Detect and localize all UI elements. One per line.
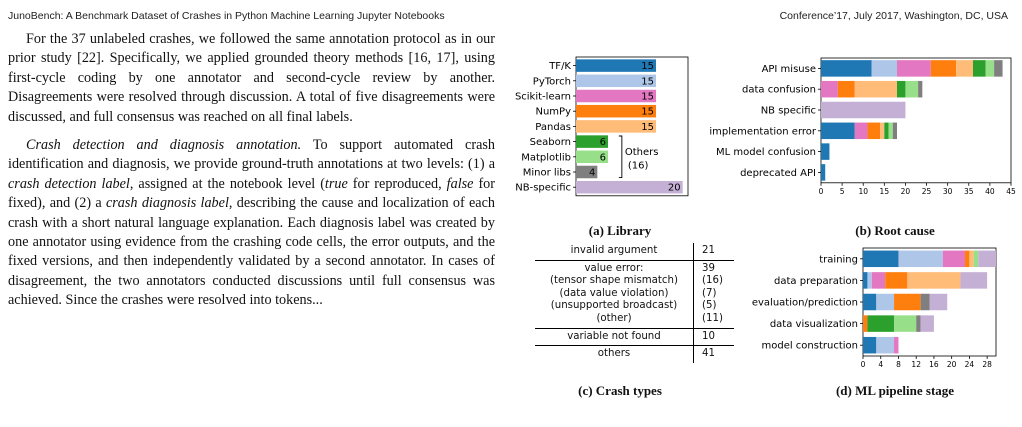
data-label-tf-k: 15	[641, 61, 654, 73]
caption-root-cause: (b) Root cause	[855, 223, 935, 238]
crash-count-value: (7)	[702, 287, 717, 299]
x-tick-label-25: 25	[921, 186, 932, 196]
category-label-seaborn: Seaborn	[529, 137, 571, 149]
data-label-numpy: 15	[641, 106, 654, 118]
x-tick-label-45: 45	[1006, 186, 1016, 196]
x-tick-label-12: 12	[911, 360, 921, 369]
bar-segment-data-confusion-6	[905, 81, 918, 98]
caption-pipeline-stage: (d) ML pipeline stage	[835, 383, 955, 398]
paragraph-crash-detection	[8, 136, 495, 311]
bar-segment-data-confusion-4	[855, 81, 897, 98]
category-label-deprecated-api: deprecated API	[740, 167, 816, 179]
bar-segment-training-6	[974, 251, 978, 267]
crash-count-value: 21	[702, 245, 715, 256]
bar-nb-specific	[576, 181, 683, 194]
bar-segment-implementation-error-5	[884, 123, 888, 140]
bar-segment-implementation-error-3	[867, 123, 880, 140]
library-chart	[510, 54, 700, 224]
x-tick-label-0: 0	[860, 360, 866, 369]
text-run: , assigned at the notebook level (	[129, 175, 325, 192]
x-tick-label-20: 20	[946, 360, 957, 369]
crash-type-cell	[535, 260, 694, 328]
bar-segment-model-construction-0	[863, 337, 876, 354]
bar-segment-data-visualization-5	[867, 315, 894, 332]
bar-segment-api-misuse-1	[872, 60, 897, 77]
text-run: for fixed), and (2) a	[8, 175, 496, 212]
crash-type-cell	[535, 328, 694, 346]
x-tick-label-40: 40	[985, 186, 995, 196]
x-tick-label-35: 35	[964, 186, 974, 196]
x-tick-label-16: 16	[929, 360, 939, 369]
crash-subtype-label: (other)	[596, 312, 632, 324]
crash-type-label: variable not found	[567, 330, 661, 342]
caption-crash-types: (c) Crash types	[578, 383, 662, 398]
running-header-venue: Conference’17, July 2017, Washington, DC, USA	[779, 10, 1008, 22]
category-label-model-construction: model construction	[761, 340, 858, 352]
bar-segment-ml-model-confusion-0	[821, 143, 829, 160]
figure-root-cause	[710, 54, 1015, 214]
crash-type-label: value error:	[584, 262, 644, 274]
category-label-data-visualization: data visualization	[769, 319, 858, 331]
crash-count-value: 41	[702, 348, 715, 360]
bar-segment-api-misuse-6	[986, 60, 994, 77]
data-label-minor-libs: 4	[588, 167, 596, 179]
crash-count-value: (16)	[702, 275, 723, 287]
bar-segment-api-misuse-3	[931, 60, 956, 77]
term-false: false	[446, 175, 474, 192]
bar-segment-evaluation-prediction-0	[863, 294, 876, 311]
x-tick-label-4: 4	[878, 360, 884, 369]
bar-segment-api-misuse-7	[994, 60, 1002, 77]
caption-library: (a) Library	[588, 223, 652, 238]
x-tick-label-24: 24	[964, 360, 975, 369]
bar-segment-data-confusion-3	[838, 81, 855, 98]
bar-segment-api-misuse-0	[821, 60, 872, 77]
x-tick-label-8: 8	[896, 360, 901, 369]
bar-segment-data-preparation-0	[863, 272, 867, 289]
others-count-annotation: (16)	[627, 160, 649, 172]
bar-segment-implementation-error-6	[889, 123, 893, 140]
term-crash-diagnosis-label: crash diagnosis label	[105, 195, 229, 212]
crash-types-table	[535, 243, 734, 363]
bar-segment-training-9	[978, 251, 996, 267]
bar-segment-training-0	[863, 251, 898, 267]
bar-segment-implementation-error-4	[880, 123, 884, 140]
others-annotation: Others	[624, 147, 659, 159]
figure-crash-types	[535, 243, 734, 363]
x-tick-label-20: 20	[900, 186, 911, 196]
root-cause-chart	[710, 54, 1015, 214]
x-tick-label-0: 0	[818, 186, 824, 196]
bar-segment-evaluation-prediction-9	[930, 294, 948, 311]
crash-subtype-label: (data value violation)	[559, 287, 669, 299]
category-label-scikit-learn: Scikit-learn	[514, 91, 571, 103]
paragraph-heading: Crash detection and diagnosis annotation.	[26, 137, 302, 154]
bar-segment-training-2	[943, 251, 965, 267]
category-label-nb-specific: NB-specific	[515, 182, 571, 194]
bar-segment-model-construction-2	[894, 337, 898, 354]
x-tick-label-15: 15	[879, 186, 890, 196]
bar-segment-evaluation-prediction-7	[921, 294, 930, 311]
crash-count-value: (11)	[702, 312, 723, 324]
text-run: , describing the cause and localization of each crash with a short natural language explanation. Each diagnosis label was created by one annotator using evidence from the crashing code cells, the error outputs, and the fixed versions, and then independently validated by a second annotator. In cases of disagreement, the two annotators conducted discussions until full consensus was achieved. Since the crashes were resolved into tokens...	[8, 195, 495, 309]
body-text-column	[8, 30, 495, 311]
figure-pipeline-stage	[710, 243, 1015, 378]
crash-count-value: 39	[702, 262, 715, 274]
bar-segment-data-preparation-1	[867, 272, 871, 289]
bar-segment-training-1	[898, 251, 942, 267]
x-tick-label-28: 28	[982, 360, 992, 369]
running-header-title: JunoBench: A Benchmark Dataset of Crashes in Python Machine Learning Jupyter Notebooks	[8, 10, 445, 22]
crash-count-value: (5)	[702, 300, 717, 312]
x-tick-label-30: 30	[942, 186, 953, 196]
category-label-pandas: Pandas	[535, 121, 571, 133]
table-row	[535, 346, 734, 363]
data-label-pytorch: 15	[641, 76, 654, 88]
category-label-data-confusion: data confusion	[742, 84, 816, 96]
bar-segment-nb-specific-8	[821, 102, 905, 119]
crash-count-value: 10	[702, 330, 715, 342]
bar-segment-data-confusion-5	[897, 81, 905, 98]
bar-segment-data-visualization-6	[894, 315, 916, 332]
bar-segment-data-visualization-9	[921, 315, 934, 332]
category-label-tf-k: TF/K	[549, 61, 571, 73]
figure-library	[510, 54, 700, 224]
pipeline-stage-chart	[710, 243, 1015, 378]
bar-segment-model-construction-1	[876, 337, 894, 354]
bar-segment-data-preparation-4	[907, 272, 960, 289]
crash-type-label: invalid argument	[570, 245, 658, 256]
category-label-training: training	[819, 254, 858, 266]
term-true: true	[324, 175, 348, 192]
bar-segment-evaluation-prediction-3	[894, 294, 921, 311]
crash-subtype-label: (unsupported broadcast)	[550, 300, 678, 312]
data-label-matplotlib: 6	[599, 152, 606, 164]
text-run: To support automated crash identification and diagnosis, we provide ground-truth annotations at two levels: (1) a	[8, 137, 495, 173]
bar-segment-api-misuse-4	[956, 60, 973, 77]
x-tick-label-10: 10	[858, 186, 868, 196]
data-label-nb-specific: 20	[667, 182, 681, 194]
bar-segment-training-4	[969, 251, 973, 267]
bar-segment-data-preparation-2	[872, 272, 885, 289]
term-crash-detection-label: crash detection label	[8, 175, 130, 192]
bar-segment-data-confusion-2	[821, 81, 838, 98]
category-label-data-preparation: data preparation	[774, 275, 858, 287]
bar-segment-evaluation-prediction-1	[876, 294, 894, 311]
bar-segment-implementation-error-0	[821, 123, 855, 140]
plot-frame	[821, 58, 1011, 183]
category-label-evaluation-prediction: evaluation/prediction	[751, 297, 858, 309]
bar-segment-api-misuse-2	[897, 60, 931, 77]
crash-type-cell	[535, 243, 694, 260]
others-bracket	[619, 136, 622, 178]
paragraph-annotation-protocol: For the 37 unlabeled crashes, we followed the same annotation protocol as in our prior study [22]. Specifically, we applied grounded theory methods [16, 17], using first-cycle coding by one annotator and second-cycle review by another. Disagreements were resolved through discussion. A total of five disagreements were discussed, and full consensus was reached on all final labels.	[8, 31, 495, 125]
bar-segment-deprecated-api-0	[821, 164, 825, 181]
category-label-numpy: NumPy	[535, 106, 571, 118]
category-label-pytorch: PyTorch	[532, 76, 571, 88]
bar-segment-implementation-error-7	[893, 123, 897, 140]
data-label-scikit-learn: 15	[641, 91, 654, 103]
data-label-seaborn: 6	[599, 137, 606, 149]
crash-type-cell	[535, 346, 694, 363]
bar-segment-api-misuse-5	[973, 60, 986, 77]
bar-segment-data-visualization-7	[916, 315, 920, 332]
category-label-api-misuse: API misuse	[761, 63, 816, 75]
category-label-minor-libs: Minor libs	[522, 167, 571, 179]
bar-segment-data-preparation-9	[961, 272, 988, 289]
category-label-nb-specific: NB specific	[760, 105, 816, 117]
crash-subtype-label: (tensor shape mismatch)	[550, 275, 678, 287]
table-row	[535, 328, 734, 346]
text-run: for reproduced,	[347, 175, 447, 192]
bar-segment-data-preparation-3	[885, 272, 907, 289]
crash-type-label: others	[597, 348, 631, 360]
category-label-matplotlib: Matplotlib	[521, 152, 571, 164]
bar-segment-training-3	[965, 251, 969, 267]
bar-segment-data-visualization-3	[863, 315, 867, 332]
category-label-ml-model-confusion: ML model confusion	[716, 147, 816, 159]
bar-segment-implementation-error-2	[855, 123, 868, 140]
bar-segment-data-confusion-7	[918, 81, 922, 98]
category-label-implementation-error: implementation error	[709, 126, 816, 138]
table-row	[535, 243, 734, 260]
x-tick-label-5: 5	[839, 186, 845, 196]
data-label-pandas: 15	[641, 121, 654, 133]
table-row	[535, 260, 734, 328]
